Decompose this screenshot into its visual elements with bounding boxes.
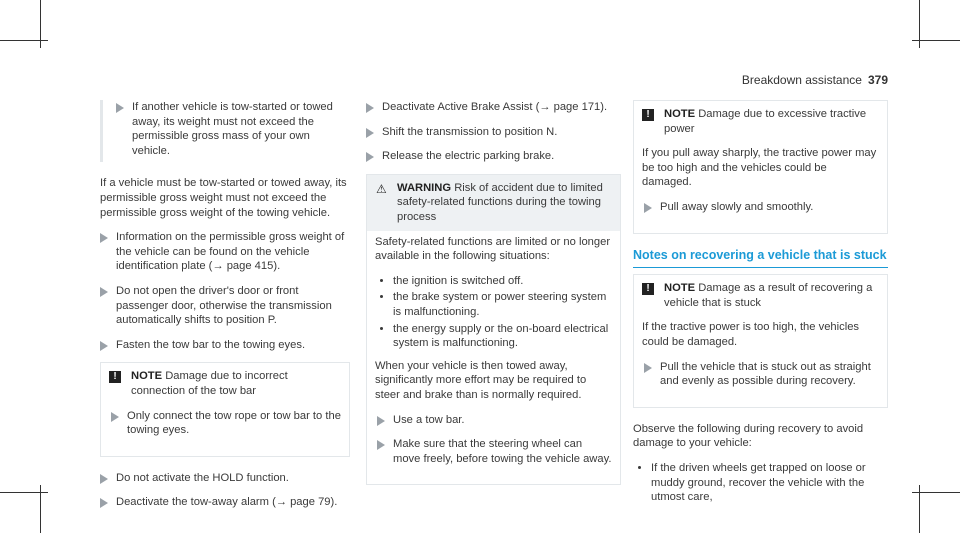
warning-label: WARNING	[397, 181, 452, 194]
step	[111, 409, 341, 438]
warning-body	[367, 231, 620, 485]
step-text: If another vehicle is tow-started or towed away, its weight must not exceed the permissible gross mass of your own vehicle.	[132, 101, 333, 157]
step-text: Make sure that the steering wheel can move freely, before towing the vehicle away.	[393, 438, 612, 465]
note-body	[101, 405, 349, 456]
note-title: Damage due to excessive tractive power	[664, 108, 867, 135]
note-body	[634, 142, 887, 232]
warning-title: Risk of accident due to limited safety-related functions during the towing process	[397, 181, 603, 223]
column-3	[633, 100, 888, 513]
step-arrow-icon	[366, 152, 374, 162]
list-item: • the energy supply or the on-board electrical system is malfunctioning.	[393, 322, 612, 351]
step-arrow-icon	[100, 233, 108, 243]
step-text: Use a tow bar.	[393, 413, 465, 426]
step-arrow-icon	[377, 440, 385, 450]
step-arrow-icon	[100, 498, 108, 508]
paragraph: Observe the following during recovery to avoid damage to your vehicle:	[633, 422, 864, 450]
step	[100, 471, 350, 486]
step-arrow-icon	[100, 341, 108, 351]
step	[377, 437, 612, 466]
paragraph: If the tractive power is too high, the vehicles could be damaged.	[642, 321, 860, 348]
crop-mark	[0, 492, 48, 493]
note-box	[633, 100, 888, 234]
step	[100, 338, 350, 353]
step	[644, 200, 879, 215]
step-arrow-icon	[366, 128, 374, 138]
step-text: Deactivate Active Brake Assist (→ page 171).	[382, 101, 608, 113]
crop-mark	[0, 40, 48, 41]
instruction-block	[100, 100, 350, 162]
step	[366, 125, 621, 140]
note-title: Damage as a result of recovering a vehicle that is stuck	[664, 282, 873, 309]
note-head	[101, 363, 349, 404]
exclamation-icon: !	[642, 283, 654, 295]
crop-mark	[912, 492, 960, 493]
crop-mark	[912, 40, 960, 41]
step-arrow-icon	[100, 474, 108, 484]
step	[100, 284, 350, 328]
note-box	[100, 362, 350, 456]
step	[377, 413, 612, 428]
step-text: Pull the vehicle that is stuck out as straight and evenly as possible during recovery.	[660, 360, 871, 388]
exclamation-icon: !	[642, 109, 654, 121]
step-arrow-icon	[116, 103, 124, 113]
step-text: Do not activate the HOLD function.	[116, 471, 289, 484]
step	[644, 360, 879, 389]
step	[366, 149, 621, 164]
step-text: Fasten the tow bar to the towing eyes.	[116, 338, 306, 351]
step-arrow-icon	[644, 203, 652, 213]
step-arrow-icon	[100, 287, 108, 297]
note-head	[634, 275, 887, 316]
step-text: Pull away slowly and smoothly.	[660, 200, 814, 213]
step-text: Information on the permissible gross weight of the vehicle can be found on the vehicle identification plate (→ page 415).	[116, 231, 345, 273]
note-label: NOTE	[664, 108, 696, 120]
note-label: NOTE	[131, 370, 163, 383]
column-1	[100, 100, 350, 520]
section-title: Breakdown assistance	[741, 73, 862, 87]
column-2	[366, 100, 621, 499]
step-text: Do not open the driver's door or front passenger door, otherwise the transmission automatically shifts to position P.	[116, 284, 332, 327]
step	[366, 100, 621, 115]
note-label: NOTE	[664, 282, 696, 295]
warning-head	[367, 175, 620, 231]
running-header	[742, 73, 888, 88]
step-arrow-icon	[366, 103, 374, 113]
step-text: Shift the transmission to position N.	[382, 125, 558, 138]
step-text: Release the electric parking brake.	[382, 150, 555, 163]
paragraph: If you pull away sharply, the tractive power may be too high and the vehicles could be damaged.	[642, 147, 877, 189]
step	[100, 230, 350, 274]
section-heading: Notes on recovering a vehicle that is stuck	[633, 248, 888, 269]
page-number: 379	[867, 73, 888, 87]
step-arrow-icon	[111, 412, 119, 422]
exclamation-icon: !	[109, 371, 121, 383]
step-arrow-icon	[644, 363, 652, 373]
step-text: Only connect the tow rope or tow bar to the towing eyes.	[127, 409, 341, 437]
list-item: • the ignition is switched off.	[393, 274, 612, 289]
note-title: Damage due to incorrect connection of the tow bar	[131, 370, 288, 397]
step	[100, 495, 350, 510]
step-text: Deactivate the tow-away alarm (→ page 79).	[116, 496, 338, 509]
note-body	[634, 316, 887, 406]
paragraph: Safety-related functions are limited or no longer available in the following situations:	[375, 235, 611, 263]
warning-box	[366, 174, 621, 486]
bullet-list	[375, 274, 612, 351]
list-item: • If the driven wheels get trapped on loose or muddy ground, recover the vehicle with the utmost care,	[651, 461, 888, 505]
bullet-list	[633, 461, 888, 505]
warning-triangle-icon: ⚠	[376, 181, 387, 196]
paragraph: When your vehicle is then towed away, significantly more effort may be required to steer and brake than is normally required.	[375, 359, 587, 401]
paragraph: If a vehicle must be tow-started or towed away, its permissible gross weight must not exceed the permissible gross weight of the towing vehicle.	[100, 177, 347, 219]
list-item: • the brake system or power steering system is malfunctioning.	[393, 290, 612, 319]
note-box	[633, 274, 888, 408]
step-arrow-icon	[377, 416, 385, 426]
note-head	[634, 101, 887, 142]
